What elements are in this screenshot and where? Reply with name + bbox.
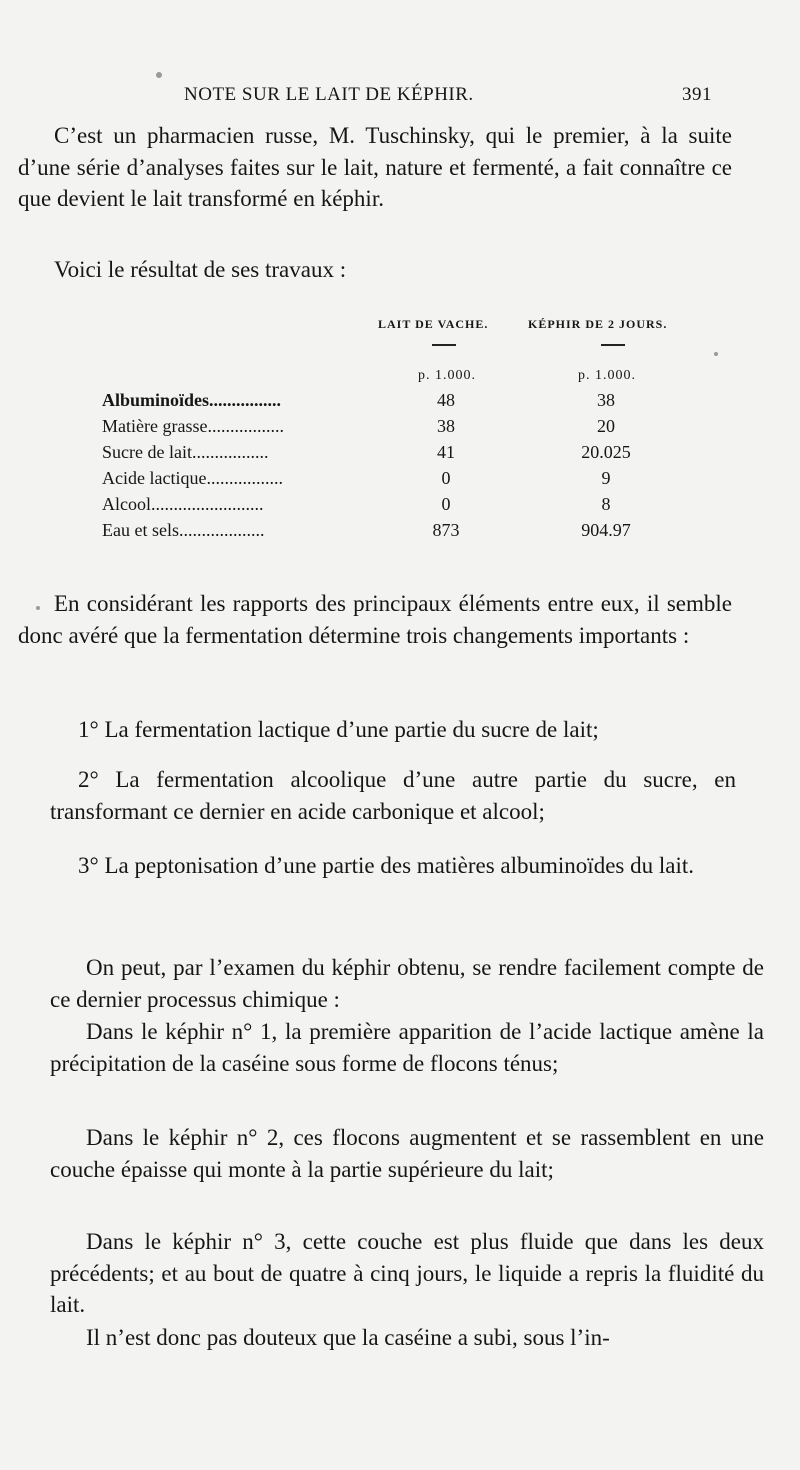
kephir-2-paragraph: Dans le képhir n° 2, ces flocons augmentent et se rassemblent en une couche épaisse qui monte à la partie supérieure du lait; [50,1125,764,1182]
table-row [0,442,800,468]
kephir-value: 8 [601,494,611,514]
column-header-kephir: KÉPHIR DE 2 JOURS. [528,317,668,331]
row-label: Matière grasse................. [102,416,284,436]
result-lead-paragraph: Voici le résultat de ses travaux : [54,257,347,282]
paper-speck [36,606,40,610]
kephir-value: 9 [601,468,611,488]
unit-cow-milk: p. 1.000. [418,368,476,383]
cow-value: 41 [437,442,455,462]
kephir-3-paragraph: Dans le képhir n° 3, cette couche est plus fluide que dans les deux précédents; et au bout de quatre à cinq jours, le liquide a repris la fluidité du lait. [50,1229,764,1317]
last-line: Il n’est donc pas douteux que la caséine a subi, sous l’in- [86,1325,610,1350]
row-label: Alcool......................... [102,494,264,514]
cow-value: 38 [437,416,455,436]
table-row [0,416,800,442]
paper-speck [156,72,162,78]
cow-value: 0 [441,494,451,514]
cow-value: 873 [432,520,460,540]
kephir-value: 20.025 [581,442,631,462]
cow-value: 0 [441,468,451,488]
change-item-3: 3° La peptonisation d’une partie des matières albuminoïdes du lait. [78,853,694,878]
intro-paragraph: C’est un pharmacien russe, M. Tuschinsky, qui le premier, à la suite d’une série d’analyses faites sur le lait, nature et fermenté, a fait connaître ce que devient le lait transformé en képhir. [18,123,732,211]
row-label: Acide lactique................. [102,468,283,488]
table-row [0,390,800,416]
table-row [0,468,800,494]
row-label: Eau et sels................... [102,520,265,540]
considering-paragraph: En considérant les rapports des principaux éléments entre eux, il semble donc avéré que la fermentation détermine trois changements importants : [18,591,732,648]
examen-paragraph: On peut, par l’examen du képhir obtenu, se rendre facilement compte de ce dernier processus chimique : [50,955,764,1012]
running-head-title: NOTE SUR LE LAIT DE KÉPHIR. [184,84,474,105]
cow-value: 48 [437,390,455,410]
change-item-1: 1° La fermentation lactique d’une partie du sucre de lait; [78,717,599,742]
row-label: Albuminoïdes................ [102,390,282,410]
column-header-cow-milk: LAIT DE VACHE. [378,317,489,331]
page-number: 391 [682,84,712,105]
column-rule [432,344,456,346]
kephir-value: 38 [597,390,615,410]
table-row [0,520,800,546]
unit-kephir: p. 1.000. [578,368,636,383]
change-item-2: 2° La fermentation alcoolique d’une autre partie du sucre, en transformant ce dernier en acide carbonique et alcool; [50,767,736,824]
paper-speck [714,352,718,356]
column-rule [601,344,625,346]
kephir-value: 904.97 [581,520,631,540]
kephir-value: 20 [597,416,615,436]
table-row [0,494,800,520]
kephir-1-paragraph: Dans le képhir n° 1, la première apparition de l’acide lactique amène la précipitation de la caséine sous forme de flocons ténus; [50,1019,764,1076]
row-label: Sucre de lait................. [102,442,269,462]
